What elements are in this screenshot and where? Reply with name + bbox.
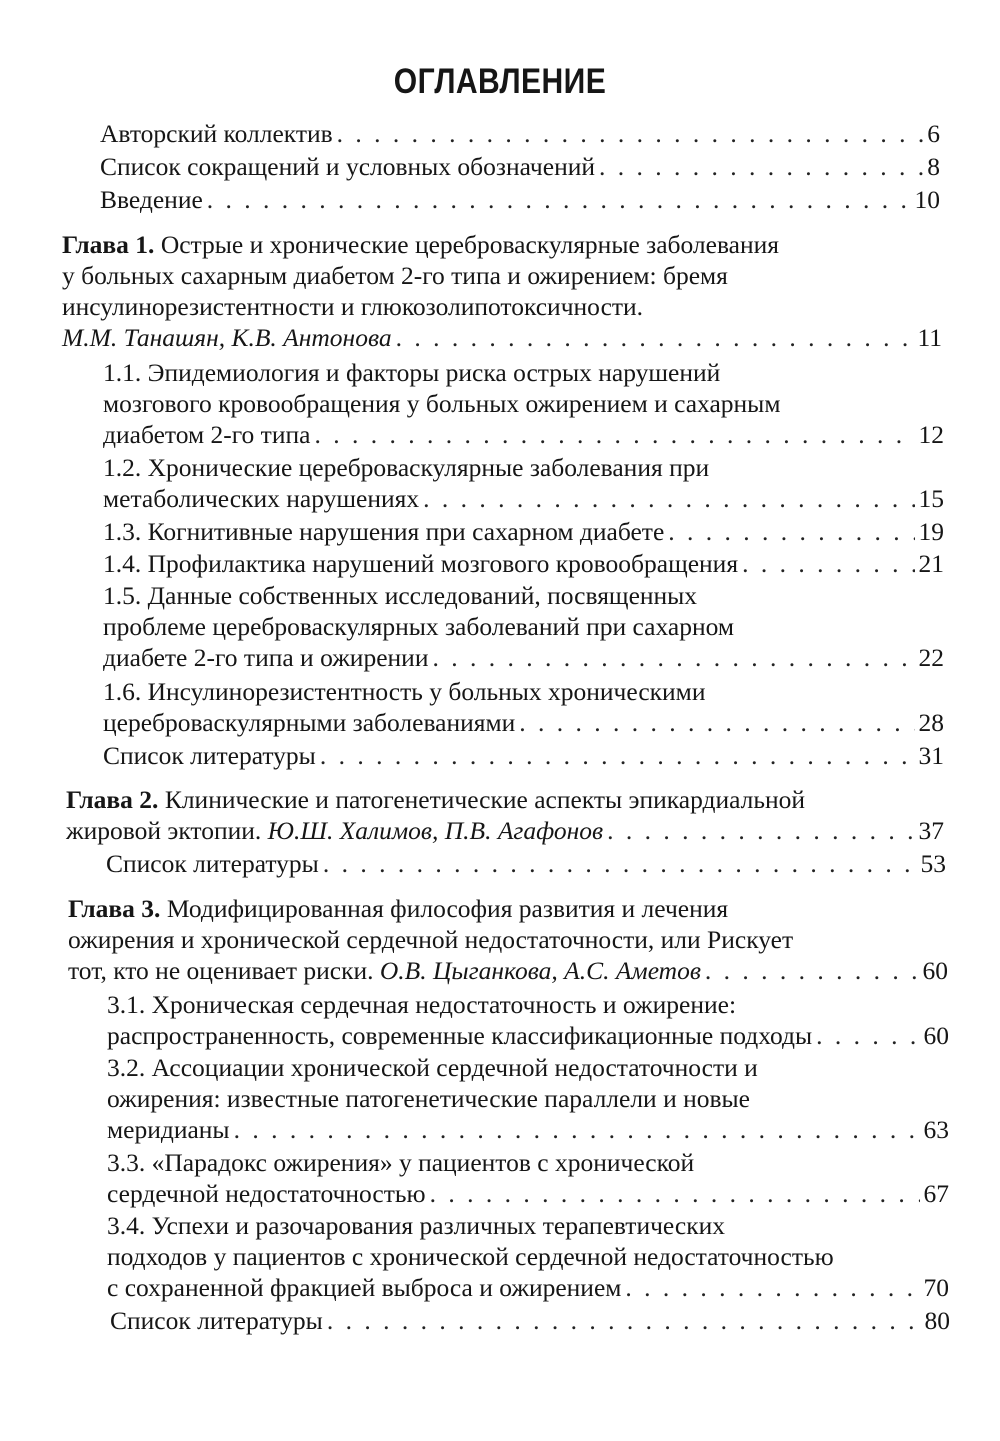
toc-chapter-2[interactable]: Глава 2. Клинические и патогенетические аспекты эпикардиальной жировой эктопии. Ю.Ш. Халимов, П.В. Агафонов . . . 37 xyxy=(66,784,944,846)
page-number: 37 xyxy=(918,816,944,845)
page-number: 80 xyxy=(924,1306,950,1335)
toc-entry-authors[interactable] xyxy=(100,118,940,149)
page-number: 31 xyxy=(918,741,944,770)
dot-leader xyxy=(705,955,919,986)
dot-leader xyxy=(337,118,924,149)
toc-references-ch1[interactable]: Список литературы . . . 31 xyxy=(103,740,944,771)
toc-section-3-2[interactable]: 3.2. Ассоциации хронической сердечной недостаточности и ожирения: известные патогенетические параллели и новые меридианы . . . 63 xyxy=(107,1052,949,1145)
toc-section-3-4[interactable]: 3.4. Успехи и разочарования различных терапевтических подходов у пациентов с хронической сердечной недостаточностью с сохраненной фракцией выброса и ожирением . . . 70 xyxy=(107,1210,949,1303)
dot-leader xyxy=(327,1305,921,1336)
toc-chapter-3[interactable]: Глава 3. Модифицированная философия развития и лечения ожирения и хронической сердечной недостаточности, или Рискует тот, кто не оценивает риски. О.В. Цыганкова, А.С. Аметов . . . 60 xyxy=(68,893,948,986)
dot-leader xyxy=(625,1272,919,1303)
chapter-authors: М.М. Танашян, К.В. Антонова xyxy=(62,323,392,352)
dot-leader xyxy=(742,548,914,579)
page-number: 28 xyxy=(918,708,944,737)
toc-references-ch2[interactable]: Список литературы . . . 53 xyxy=(106,848,946,879)
chapter-title-line: Глава 3. Модифицированная философия развития и лечения xyxy=(68,894,729,923)
dot-leader xyxy=(668,516,914,547)
chapter-label: Глава 3. xyxy=(68,894,161,923)
chapter-authors: О.В. Цыганкова, А.С. Аметов xyxy=(379,956,701,985)
toc-section-1-2[interactable]: 1.2. Хронические цереброваскулярные заболевания при метаболических нарушениях . . . 15 xyxy=(103,452,944,514)
toc-entry-introduction[interactable] xyxy=(100,184,940,215)
dot-leader xyxy=(607,815,914,846)
dot-leader xyxy=(816,1020,919,1051)
toc-section-1-5[interactable]: 1.5. Данные собственных исследований, посвященных проблеме цереброваскулярных заболеваний при сахарном диабете 2-го типа и ожирении . . . 22 xyxy=(103,580,944,673)
chapter-title-line: ожирения и хронической сердечной недостаточности, или Рискует xyxy=(68,925,794,954)
toc-section-1-3[interactable]: 1.3. Когнитивные нарушения при сахарном диабете . . . 19 xyxy=(103,516,944,547)
chapter-title-line: Глава 1. Острые и хронические цереброваскулярные заболевания xyxy=(62,230,780,259)
toc-references-ch3[interactable]: Список литературы . . . 80 xyxy=(110,1305,950,1336)
chapter-label: Глава 2. xyxy=(66,785,159,814)
chapter-title-line: Глава 2. Клинические и патогенетические аспекты эпикардиальной xyxy=(66,785,806,814)
dot-leader xyxy=(323,848,917,879)
dot-leader xyxy=(396,322,914,353)
entry-text: Введение xyxy=(100,185,203,214)
chapter-authors: Ю.Ш. Халимов, П.В. Агафонов xyxy=(267,816,604,845)
page-number: 70 xyxy=(923,1273,949,1302)
chapter-label: Глава 1. xyxy=(62,230,155,259)
page-number: 15 xyxy=(918,484,944,513)
page-number: 22 xyxy=(918,643,944,672)
page-number: 10 xyxy=(914,185,940,214)
page-number: 67 xyxy=(923,1179,949,1208)
page-number: 63 xyxy=(923,1115,949,1144)
page-title: ОГЛАВЛЕНИЕ xyxy=(393,62,607,101)
page-number: 21 xyxy=(918,549,944,578)
toc-section-3-3[interactable]: 3.3. «Парадокс ожирения» у пациентов с хронической сердечной недостаточностью . . . 67 xyxy=(107,1147,949,1209)
page-number: 12 xyxy=(918,420,944,449)
toc-section-1-6[interactable]: 1.6. Инсулинорезистентность у больных хроническими цереброваскулярными заболеваниями . . . 28 xyxy=(103,676,944,738)
toc-section-3-1[interactable]: 3.1. Хроническая сердечная недостаточность и ожирение: распространенность, современные классификационные подходы . . . 60 xyxy=(107,989,949,1051)
entry-text: Список сокращений и условных обозначений xyxy=(100,152,596,181)
entry-text: Авторский коллектив xyxy=(100,119,333,148)
dot-leader xyxy=(432,642,914,673)
chapter-title-line: у больных сахарным диабетом 2-го типа и ожирением: бремя xyxy=(62,261,728,290)
toc-entry-abbreviations[interactable] xyxy=(100,151,940,182)
page-number: 60 xyxy=(923,1021,949,1050)
page-number: 60 xyxy=(922,956,948,985)
dot-leader xyxy=(314,419,914,450)
page-number: 53 xyxy=(920,849,946,878)
dot-leader xyxy=(320,740,915,771)
dot-leader xyxy=(207,184,911,215)
page-number: 19 xyxy=(918,517,944,546)
page-number: 11 xyxy=(917,323,942,352)
page-number: 6 xyxy=(927,119,940,148)
dot-leader xyxy=(599,151,923,182)
toc-section-1-1[interactable]: 1.1. Эпидемиология и факторы риска острых нарушений мозгового кровообращения у больных ожирением и сахарным диабетом 2-го типа . . . 12 xyxy=(103,357,944,450)
dot-leader xyxy=(234,1114,920,1145)
dot-leader xyxy=(519,707,914,738)
toc-section-1-4[interactable]: 1.4. Профилактика нарушений мозгового кровообращения . . . 21 xyxy=(103,548,944,579)
chapter-title-line: инсулинорезистентности и глюкозолипотоксичности. xyxy=(62,292,644,321)
toc-chapter-1[interactable] xyxy=(62,229,942,353)
dot-leader xyxy=(430,1178,920,1209)
page-number: 8 xyxy=(927,152,940,181)
dot-leader xyxy=(423,483,914,514)
